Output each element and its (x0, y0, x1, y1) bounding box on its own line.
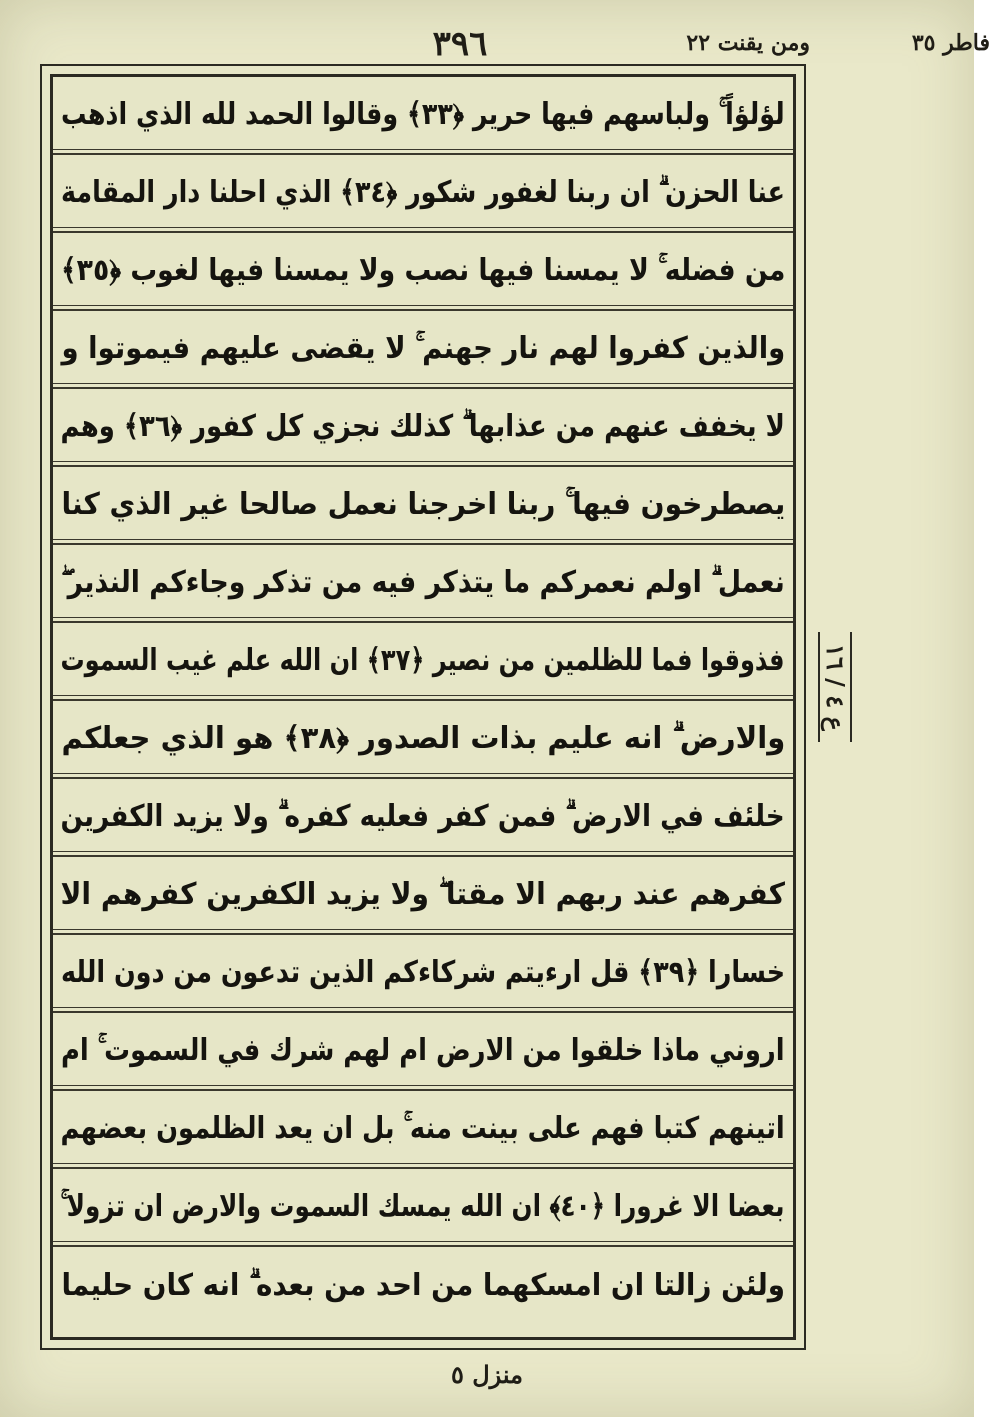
verse-line (53, 935, 793, 1013)
verse-line-text: خسارا ﴿٣٩﴾ قل ارءيتم شركاءكم الذين تدعون من دون الله (60, 955, 786, 990)
verse-line-text: يصطرخون فيها ۚ ربنا اخرجنا نعمل صالحا غير الذي كنا (61, 487, 785, 522)
verse-line-text: والارض ۗ انه عليم بذات الصدور ﴿٣٨﴾ هو الذي جعلكم (61, 721, 785, 756)
text-frame-inner (50, 74, 796, 1340)
verse-line-text: لؤلؤاً ۚ ولباسهم فيها حرير ﴿٣٣﴾ وقالوا الحمد لله الذي اذهب (61, 97, 785, 132)
verse-line (53, 311, 793, 389)
verse-line-text: اروني ماذا خلقوا من الارض ام لهم شرك في السموت ۚ ام (61, 1033, 785, 1068)
verse-line-text: والذين كفروا لهم نار جهنم ۚ لا يقضى عليهم فيموتوا و (61, 331, 785, 366)
verse-line (53, 779, 793, 857)
verse-line-text: لا يخفف عنهم من عذابها ۗ كذلك نجزي كل كفور ﴿٣٦﴾ وهم (60, 409, 786, 444)
ruku-margin-marker: ع ٤ / ١٦ (818, 632, 852, 742)
verse-line-text: عنا الحزن ۗ ان ربنا لغفور شكور ﴿٣٤﴾ الذي احلنا دار المقامة (60, 175, 785, 210)
verse-line (53, 545, 793, 623)
surah-label: فاطر ٣٥ (911, 30, 990, 56)
verse-line-text: من فضله ۚ لا يمسنا فيها نصب ولا يمسنا فيها لغوب ﴿٣٥﴾ (60, 253, 786, 288)
verse-line-text: بعضا الا غرورا ﴿٤٠﴾ ان الله يمسك السموت والارض ان تزولا ۚ (60, 1189, 785, 1224)
verse-line-text: اتينهم كتبا فهم على بينت منه ۚ بل ان يعد الظلمون بعضهم (60, 1111, 786, 1146)
verse-line (53, 1247, 793, 1325)
text-frame (40, 64, 806, 1350)
juz-label: ومن يقنت ٢٢ (686, 30, 810, 56)
verse-line (53, 1169, 793, 1247)
verse-line (53, 233, 793, 311)
manzil-footer: منزل ٥ (450, 1360, 524, 1389)
verse-line (53, 1091, 793, 1169)
verse-line-text: نعمل ۗ اولم نعمركم ما يتذكر فيه من تذكر وجاءكم النذير ۖ (61, 565, 785, 600)
page-number: ٣٩٦ (432, 24, 488, 64)
verse-line (53, 389, 793, 467)
page-header (30, 24, 990, 64)
verse-line (53, 1013, 793, 1091)
verse-line-text: خلئف في الارض ۗ فمن كفر فعليه كفره ۗ ولا يزيد الكفرين (60, 799, 786, 834)
verse-line (53, 155, 793, 233)
verse-line (53, 467, 793, 545)
verse-line-text: فذوقوا فما للظلمين من نصير ﴿٣٧﴾ ان الله علم غيب السموت (60, 643, 786, 678)
verse-line (53, 623, 793, 701)
verse-line (53, 77, 793, 155)
verse-line (53, 701, 793, 779)
verse-line (53, 857, 793, 935)
verse-line-text: كفرهم عند ربهم الا مقتا ۖ ولا يزيد الكفرين كفرهم الا (60, 877, 786, 912)
verse-lines (53, 77, 793, 1337)
verse-line-text: ولئن زالتا ان امسكهما من احد من بعده ۗ انه كان حليما (61, 1268, 785, 1303)
